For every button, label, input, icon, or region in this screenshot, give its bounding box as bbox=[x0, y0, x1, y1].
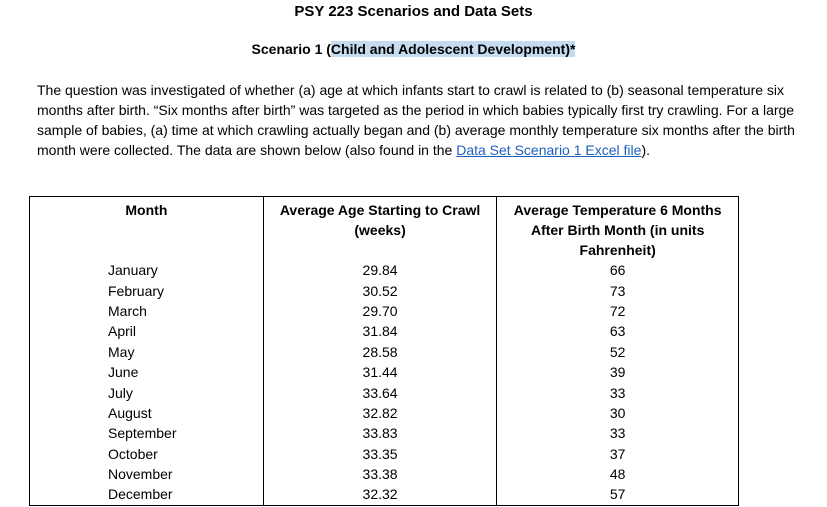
table-header-row bbox=[30, 197, 739, 261]
scenario-heading bbox=[0, 41, 827, 57]
table-row bbox=[30, 484, 739, 505]
month-cell: October bbox=[30, 444, 264, 464]
month-cell: May bbox=[30, 342, 264, 362]
age-cell: 31.84 bbox=[263, 321, 497, 341]
age-cell: 29.84 bbox=[263, 260, 497, 280]
header-temperature: Average Temperature 6 Months After Birth Month (in units Fahrenheit) bbox=[497, 197, 739, 261]
month-cell: November bbox=[30, 464, 264, 484]
table-row bbox=[30, 382, 739, 402]
age-cell: 32.32 bbox=[263, 484, 497, 505]
temperature-cell: 33 bbox=[497, 423, 739, 443]
header-age: Average Age Starting to Crawl (weeks) bbox=[263, 197, 497, 261]
temperature-cell: 48 bbox=[497, 464, 739, 484]
age-cell: 29.70 bbox=[263, 301, 497, 321]
month-cell: December bbox=[30, 484, 264, 505]
table-row bbox=[30, 301, 739, 321]
age-cell: 31.44 bbox=[263, 362, 497, 382]
age-cell: 33.35 bbox=[263, 444, 497, 464]
temperature-cell: 39 bbox=[497, 362, 739, 382]
temperature-cell: 57 bbox=[497, 484, 739, 505]
table-row bbox=[30, 444, 739, 464]
table-row bbox=[30, 403, 739, 423]
intro-end: ). bbox=[641, 142, 650, 158]
age-cell: 33.83 bbox=[263, 423, 497, 443]
data-set-link[interactable]: Data Set Scenario 1 Excel file bbox=[456, 142, 642, 158]
scenario-heading-highlight: Child and Adolescent Development)* bbox=[330, 41, 576, 57]
table-row bbox=[30, 260, 739, 280]
temperature-cell: 30 bbox=[497, 403, 739, 423]
month-cell: February bbox=[30, 280, 264, 300]
month-cell: April bbox=[30, 321, 264, 341]
age-cell: 32.82 bbox=[263, 403, 497, 423]
month-cell: June bbox=[30, 362, 264, 382]
intro-text: The question was investigated of whether (a) age at which infants start to crawl is related to (b) seasonal temperature six months after birth. “Six months after birth” was targeted as the period in which babies typically first try crawling. For a large sample of babies, (a) time at which crawling actually began and (b) average monthly temperature six months after the birth month were collected. The data are shown below (also found in the bbox=[37, 82, 795, 158]
age-cell: 30.52 bbox=[263, 280, 497, 300]
age-cell: 33.38 bbox=[263, 464, 497, 484]
data-table bbox=[29, 196, 739, 506]
temperature-cell: 33 bbox=[497, 382, 739, 402]
table-row bbox=[30, 321, 739, 341]
intro-paragraph bbox=[37, 80, 797, 160]
table-row bbox=[30, 362, 739, 382]
temperature-cell: 66 bbox=[497, 260, 739, 280]
table-row bbox=[30, 342, 739, 362]
table-row bbox=[30, 464, 739, 484]
table-row bbox=[30, 423, 739, 443]
age-cell: 28.58 bbox=[263, 342, 497, 362]
month-cell: July bbox=[30, 382, 264, 402]
month-cell: September bbox=[30, 423, 264, 443]
month-cell: August bbox=[30, 403, 264, 423]
month-cell: March bbox=[30, 301, 264, 321]
temperature-cell: 37 bbox=[497, 444, 739, 464]
scenario-heading-prefix: Scenario 1 ( bbox=[251, 41, 331, 57]
table-body bbox=[30, 260, 739, 505]
temperature-cell: 73 bbox=[497, 280, 739, 300]
month-cell: January bbox=[30, 260, 264, 280]
temperature-cell: 63 bbox=[497, 321, 739, 341]
temperature-cell: 72 bbox=[497, 301, 739, 321]
header-month: Month bbox=[30, 197, 264, 261]
age-cell: 33.64 bbox=[263, 382, 497, 402]
document-title: PSY 223 Scenarios and Data Sets bbox=[294, 3, 533, 20]
table-row bbox=[30, 280, 739, 300]
temperature-cell: 52 bbox=[497, 342, 739, 362]
